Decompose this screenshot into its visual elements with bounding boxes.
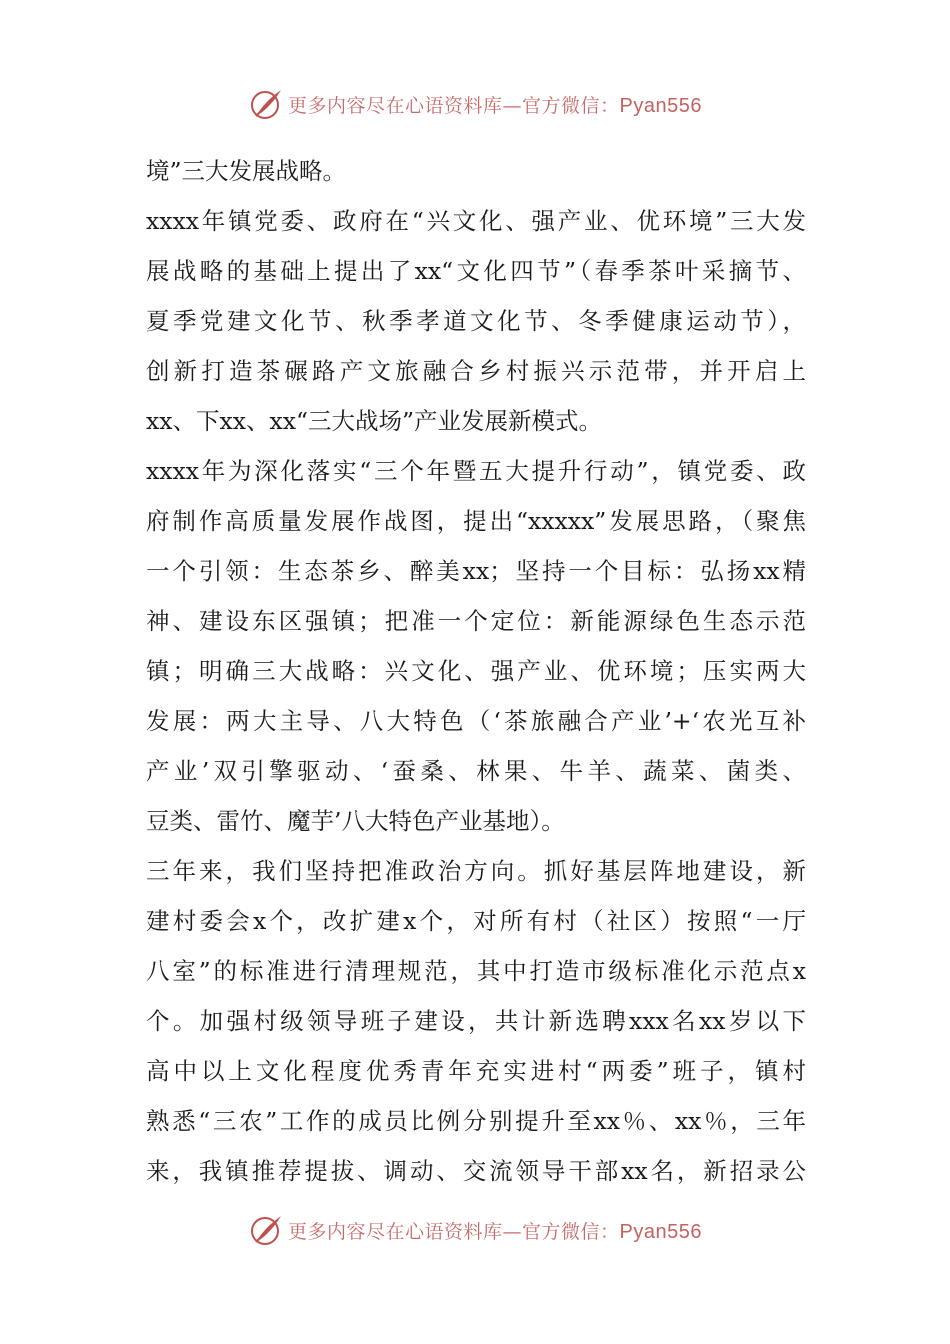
text-line: 府制作高质量发展作战图，提出“xxxxx”发展思路，（聚焦: [146, 507, 806, 535]
text-line: 来，我镇推荐提拔、调动、交流领导干部xx名，新招录公: [146, 1157, 806, 1185]
text-line: xx、下xx、xx“三大战场”产业发展新模式。: [146, 407, 603, 435]
document-body: [146, 146, 806, 1196]
text-line: 产业’双引擎驱动、‘蚕桑、林果、牛羊、蔬菜、菌类、: [146, 757, 806, 785]
text-line: 八室”的标准进行清理规范，其中打造市级标准化示范点x: [146, 957, 806, 985]
text-line: 豆类、雷竹、魔芋’八大特色产业基地）。: [146, 807, 565, 835]
text-line: 高中以上文化程度优秀青年充实进村“两委”班子，镇村: [146, 1057, 806, 1085]
text-line: xxxx年为深化落实“三个年暨五大提升行动”，镇党委、政: [146, 457, 806, 485]
text-line: 熟悉“三农”工作的成员比例分别提升至xx％、xx％，三年: [146, 1107, 806, 1135]
text-line: 神、建设东区强镇；把准一个定位：新能源绿色生态示范: [146, 607, 806, 635]
text-line: 创新打造茶碾路产文旅融合乡村振兴示范带，并开启上: [146, 357, 806, 385]
quill-logo-icon: [248, 86, 284, 122]
text-line: 三年来，我们坚持把准政治方向。抓好基层阵地建设，新: [146, 857, 806, 885]
text-line: 境”三大发展战略。: [146, 157, 347, 185]
text-line: 镇；明确三大战略：兴文化、强产业、优环境；压实两大: [146, 657, 806, 685]
text-line: xxxx年镇党委、政府在“兴文化、强产业、优环境”三大发: [146, 207, 806, 235]
text-line: 建村委会x个，改扩建x个，对所有村（社区）按照“一厅: [146, 907, 806, 935]
text-line: 夏季党建文化节、秋季孝道文化节、冬季健康运动节），: [146, 307, 806, 335]
watermark-text: 更多内容尽在心语资料库—官方微信：Pyan556: [288, 94, 702, 117]
header-watermark: [0, 84, 950, 124]
footer-watermark: [0, 1210, 950, 1250]
watermark-text: 更多内容尽在心语资料库—官方微信：Pyan556: [288, 1220, 702, 1243]
quill-logo-icon: [248, 1212, 284, 1248]
text-line: 个。加强村级领导班子建设，共计新选聘xxx名xx岁以下: [146, 1007, 806, 1035]
text-line: 一个引领：生态茶乡、醉美xx；坚持一个目标：弘扬xx精: [146, 557, 806, 585]
text-line: 发展：两大主导、八大特色（‘茶旅融合产业’+‘农光互补: [146, 707, 806, 735]
text-line: 展战略的基础上提出了xx“文化四节”（春季茶叶采摘节、: [146, 257, 806, 285]
